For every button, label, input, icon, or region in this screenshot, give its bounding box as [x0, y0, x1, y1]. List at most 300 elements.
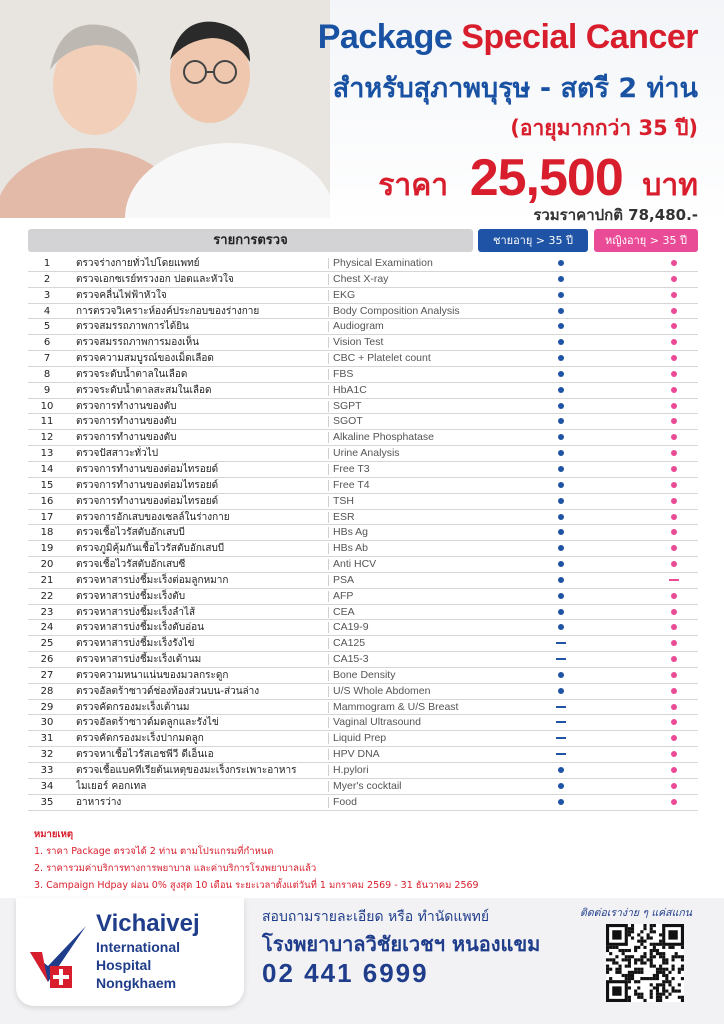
item-name-english: Free T4 — [333, 478, 370, 491]
male-included-cell — [506, 684, 616, 699]
male-included-cell — [506, 288, 616, 303]
male-included-cell — [506, 541, 616, 556]
item-name-thai: ตรวจหาสารบ่งชี้มะเร็งตับอ่อน — [76, 622, 204, 634]
title-package-word: Package — [317, 18, 453, 56]
female-included-cell — [622, 494, 724, 509]
column-divider — [328, 591, 329, 602]
included-dot-icon — [558, 355, 564, 361]
item-name-english: CA15-3 — [333, 653, 369, 666]
included-dot-icon — [671, 387, 677, 393]
male-included-cell — [506, 430, 616, 445]
column-divider — [328, 353, 329, 364]
female-included-cell — [622, 700, 724, 715]
included-dot-icon — [671, 799, 677, 805]
included-dot-icon — [671, 276, 677, 282]
item-name-thai: ตรวจหาสารบ่งชี้มะเร็งตับ — [76, 590, 186, 602]
row-number: 26 — [40, 654, 54, 666]
female-included-cell — [622, 668, 724, 683]
item-name-english: Food — [333, 795, 357, 808]
item-name-thai: ตรวจอัลตร้าซาวด์มดลูกและรังไข่ — [76, 717, 219, 729]
column-divider — [328, 321, 329, 332]
included-dot-icon — [558, 514, 564, 520]
row-number: 18 — [40, 527, 54, 539]
item-name-english: EKG — [333, 288, 356, 301]
item-name-thai: ตรวจหาสารบ่งชี้มะเร็งรังไข่ — [76, 638, 195, 650]
table-row — [28, 494, 698, 510]
column-divider — [328, 306, 329, 317]
female-included-cell — [622, 795, 724, 810]
table-row — [28, 763, 698, 779]
included-dot-icon — [558, 624, 564, 630]
included-dot-icon — [558, 561, 564, 567]
row-number: 5 — [43, 321, 51, 333]
female-included-cell — [622, 288, 724, 303]
row-number: 7 — [43, 353, 51, 365]
included-dot-icon — [671, 339, 677, 345]
title-special-cancer: Special Cancer — [461, 18, 698, 56]
included-dot-icon — [558, 799, 564, 805]
column-divider — [328, 543, 329, 554]
included-dot-icon — [671, 751, 677, 757]
item-name-english: Audiogram — [333, 320, 384, 333]
row-number: 28 — [40, 685, 54, 697]
column-divider — [328, 512, 329, 523]
row-number: 21 — [40, 574, 54, 586]
row-number: 12 — [40, 432, 54, 444]
included-dot-icon — [671, 767, 677, 773]
male-included-cell — [506, 414, 616, 429]
package-title — [318, 18, 698, 57]
item-name-english: HbA1C — [333, 383, 367, 396]
female-included-cell — [622, 605, 724, 620]
item-name-thai: ตรวจการทำงานของต่อมไทรอยด์ — [76, 463, 219, 475]
not-included-dash-icon — [556, 658, 566, 660]
item-name-english: FBS — [333, 367, 354, 380]
female-included-cell — [622, 430, 724, 445]
item-name-english: CEA — [333, 605, 355, 618]
included-dot-icon — [671, 514, 677, 520]
table-header-female: หญิงอายุ > 35 ปี — [594, 229, 698, 252]
table-row — [28, 430, 698, 446]
item-name-english: Urine Analysis — [333, 447, 400, 460]
item-name-thai: ตรวจปัสสาวะทั่วไป — [76, 448, 159, 460]
included-dot-icon — [671, 498, 677, 504]
item-name-english: TSH — [333, 494, 354, 507]
row-number: 31 — [40, 733, 54, 745]
included-dot-icon — [671, 323, 677, 329]
column-divider — [328, 638, 329, 649]
item-name-english: CA19-9 — [333, 621, 369, 634]
included-dot-icon — [671, 434, 677, 440]
not-included-dash-icon — [556, 642, 566, 644]
logo-line-3: Hospital — [96, 957, 152, 973]
item-name-english: Alkaline Phosphatase — [333, 431, 434, 444]
row-number: 27 — [40, 669, 54, 681]
female-included-cell — [622, 367, 724, 382]
male-included-cell — [506, 304, 616, 319]
item-name-thai: อาหารว่าง — [76, 796, 122, 808]
column-divider — [328, 432, 329, 443]
table-header-male: ชายอายุ > 35 ปี — [478, 229, 588, 252]
male-included-cell — [506, 510, 616, 525]
note-item: 3. Campaign Hdpay ผ่อน 0% สูงสุด 10 เดือน ระยะเวลาตั้งแต่วันที่ 1 มกราคม 2569 - 31 ธันวาคม 2569 — [34, 880, 479, 891]
row-number: 6 — [43, 337, 51, 349]
table-row — [28, 367, 698, 383]
female-included-cell — [622, 779, 724, 794]
included-dot-icon — [558, 387, 564, 393]
included-dot-icon — [671, 704, 677, 710]
item-name-thai: ตรวจระดับน้ำตาลในเลือด — [76, 368, 188, 380]
table-row — [28, 351, 698, 367]
female-included-cell — [622, 684, 724, 699]
female-included-cell — [622, 256, 724, 271]
row-number: 35 — [40, 796, 54, 808]
included-dot-icon — [558, 418, 564, 424]
included-dot-icon — [671, 656, 677, 662]
table-row — [28, 414, 698, 430]
female-included-cell — [622, 731, 724, 746]
notes-title: หมายเหตุ — [34, 829, 74, 840]
included-dot-icon — [558, 482, 564, 488]
column-divider — [328, 290, 329, 301]
included-dot-icon — [558, 688, 564, 694]
female-included-cell — [622, 636, 724, 651]
item-name-english: HPV DNA — [333, 748, 380, 761]
included-dot-icon — [671, 466, 677, 472]
qr-label: ติดต่อเราง่าย ๆ แค่สแกน — [580, 907, 692, 919]
included-dot-icon — [558, 260, 564, 266]
item-name-thai: ตรวจหาสารบ่งชี้มะเร็งลำไส้ — [76, 606, 196, 618]
column-divider — [328, 702, 329, 713]
table-row — [28, 700, 698, 716]
item-name-thai: ตรวจการทำงานของต่อมไทรอยด์ — [76, 495, 219, 507]
included-dot-icon — [558, 323, 564, 329]
item-name-english: Vision Test — [333, 336, 384, 349]
female-included-cell — [622, 652, 724, 667]
row-number: 14 — [40, 463, 54, 475]
item-name-thai: ตรวจเชื้อแบคทีเรียต้นเหตุของมะเร็งกระเพาะอาหาร — [76, 765, 297, 776]
included-dot-icon — [558, 672, 564, 678]
row-number: 8 — [43, 368, 51, 380]
male-included-cell — [506, 351, 616, 366]
column-divider — [328, 686, 329, 697]
row-number: 13 — [40, 448, 54, 460]
item-name-thai: ตรวจอัลตร้าซาวด์ช่องท้องส่วนบน-ส่วนล่าง — [76, 685, 260, 697]
price-value: 25,500 — [469, 149, 623, 207]
table-row — [28, 304, 698, 320]
male-included-cell — [506, 462, 616, 477]
column-divider — [328, 622, 329, 633]
item-name-english: PSA — [333, 573, 355, 586]
included-dot-icon — [671, 719, 677, 725]
row-number: 4 — [43, 305, 51, 317]
female-included-cell — [622, 525, 724, 540]
item-name-thai: ตรวจร่างกายทั่วไปโดยแพทย์ — [76, 258, 200, 269]
included-dot-icon — [671, 672, 677, 678]
table-row — [28, 747, 698, 763]
row-number: 29 — [40, 701, 54, 713]
item-name-thai: ตรวจเชื้อไวรัสตับอักเสบซี — [76, 559, 186, 571]
included-dot-icon — [671, 735, 677, 741]
included-dot-icon — [558, 371, 564, 377]
male-included-cell — [506, 319, 616, 334]
male-included-cell — [506, 335, 616, 350]
female-included-cell — [622, 763, 724, 778]
item-name-thai: ตรวจหาสารบ่งชี้มะเร็งต่อมลูกหมาก — [76, 574, 229, 586]
female-included-cell — [622, 399, 724, 414]
item-name-english: Vaginal Ultrasound — [333, 716, 421, 729]
row-number: 16 — [40, 495, 54, 507]
target-subtitle: สำหรับสุภาพบุรุษ - สตรี 2 ท่าน — [332, 73, 698, 104]
row-number: 25 — [40, 638, 54, 650]
included-dot-icon — [671, 593, 677, 599]
table-row — [28, 731, 698, 747]
column-divider — [328, 781, 329, 792]
row-number: 1 — [43, 258, 51, 269]
column-divider — [328, 733, 329, 744]
included-dot-icon — [671, 609, 677, 615]
table-row — [28, 541, 698, 557]
table-row — [28, 620, 698, 636]
male-included-cell — [506, 367, 616, 382]
item-name-english: Free T3 — [333, 462, 370, 475]
included-dot-icon — [671, 308, 677, 314]
table-row — [28, 636, 698, 652]
table-row — [28, 256, 698, 272]
item-name-thai: ตรวจคลื่นไฟฟ้าหัวใจ — [76, 289, 167, 301]
female-included-cell — [622, 620, 724, 635]
row-number: 15 — [40, 479, 54, 491]
column-divider — [328, 464, 329, 475]
column-divider — [328, 258, 329, 269]
table-row — [28, 589, 698, 605]
male-included-cell — [506, 446, 616, 461]
included-dot-icon — [558, 609, 564, 615]
female-included-cell — [622, 446, 724, 461]
row-number: 10 — [40, 400, 54, 412]
item-name-english: HBs Ab — [333, 542, 369, 555]
male-included-cell — [506, 731, 616, 746]
qr-code-icon[interactable] — [606, 924, 684, 1002]
column-divider — [328, 607, 329, 618]
male-included-cell — [506, 383, 616, 398]
male-included-cell — [506, 620, 616, 635]
row-number: 9 — [43, 384, 51, 396]
item-name-english: AFP — [333, 589, 354, 602]
age-note: (อายุมากกว่า 35 ปี) — [510, 116, 698, 140]
male-included-cell — [506, 763, 616, 778]
column-divider — [328, 575, 329, 586]
included-dot-icon — [558, 339, 564, 345]
table-row — [28, 605, 698, 621]
included-dot-icon — [671, 450, 677, 456]
item-name-thai: ตรวจการทำงานของตับ — [76, 432, 177, 444]
column-divider — [328, 654, 329, 665]
item-name-thai: ตรวจสมรรถภาพการได้ยิน — [76, 321, 189, 333]
table-row — [28, 779, 698, 795]
hero-banner — [0, 0, 724, 225]
column-divider — [328, 448, 329, 459]
not-included-dash-icon — [556, 753, 566, 755]
contact-prompt: สอบถามรายละเอียด หรือ ทำนัดแพทย์ — [262, 909, 490, 925]
included-dot-icon — [671, 292, 677, 298]
item-name-thai: ตรวจภูมิคุ้มกันเชื้อไวรัสตับอักเสบบี — [76, 543, 225, 555]
item-name-thai: ตรวจคัดกรองมะเร็งปากมดลูก — [76, 733, 204, 745]
couple-photo — [0, 0, 330, 218]
female-included-cell — [622, 478, 724, 493]
item-name-english: CBC + Platelet count — [333, 352, 431, 365]
item-name-english: HBs Ag — [333, 526, 369, 539]
note-item: 1. ราคา Package ตรวจได้ 2 ท่าน ตามโปรแกรมที่กำหนด — [34, 846, 274, 857]
price-row — [378, 148, 698, 209]
column-divider — [328, 480, 329, 491]
female-included-cell — [622, 319, 724, 334]
logo-line-2: International — [96, 939, 181, 955]
table-row — [28, 335, 698, 351]
included-dot-icon — [558, 767, 564, 773]
column-divider — [328, 369, 329, 380]
row-number: 33 — [40, 765, 54, 776]
included-dot-icon — [558, 308, 564, 314]
row-number: 19 — [40, 543, 54, 555]
item-name-english: Myer's cocktail — [333, 779, 402, 792]
female-included-cell — [622, 351, 724, 366]
male-included-cell — [506, 573, 616, 588]
table-row — [28, 525, 698, 541]
male-included-cell — [506, 589, 616, 604]
table-row — [28, 684, 698, 700]
item-name-thai: ตรวจการทำงานของต่อมไทรอยด์ — [76, 479, 219, 491]
included-dot-icon — [671, 783, 677, 789]
table-row — [28, 319, 698, 335]
item-name-thai: ตรวจการทำงานของตับ — [76, 416, 177, 428]
item-name-thai: ตรวจหาเชื้อไวรัสเอชพีวี ดีเอ็นเอ — [76, 749, 214, 761]
row-number: 22 — [40, 590, 54, 602]
female-included-cell — [622, 335, 724, 350]
table-row — [28, 795, 698, 811]
item-name-english: SGPT — [333, 399, 362, 412]
female-included-cell — [622, 414, 724, 429]
male-included-cell — [506, 668, 616, 683]
included-dot-icon — [671, 545, 677, 551]
item-name-thai: ตรวจเชื้อไวรัสตับอักเสบบี — [76, 527, 185, 539]
hospital-logo-icon — [28, 922, 90, 992]
included-dot-icon — [558, 403, 564, 409]
included-dot-icon — [671, 403, 677, 409]
included-dot-icon — [671, 529, 677, 535]
phone-number[interactable]: 02 441 6999 — [262, 958, 429, 988]
item-name-english: Chest X-ray — [333, 272, 389, 285]
table-row — [28, 557, 698, 573]
male-included-cell — [506, 795, 616, 810]
normal-price: รวมราคาปกติ 78,480.- — [533, 206, 698, 224]
not-included-dash-icon — [556, 737, 566, 739]
logo-line-1: Vichaivej — [96, 910, 200, 937]
male-included-cell — [506, 557, 616, 572]
column-divider — [328, 496, 329, 507]
item-name-thai: ตรวจเอกซเรย์ทรวงอก ปอดและหัวใจ — [76, 273, 234, 285]
row-number: 17 — [40, 511, 54, 523]
row-number: 2 — [43, 273, 51, 285]
column-divider — [328, 527, 329, 538]
male-included-cell — [506, 779, 616, 794]
male-included-cell — [506, 715, 616, 730]
included-dot-icon — [558, 466, 564, 472]
included-dot-icon — [671, 624, 677, 630]
included-dot-icon — [671, 355, 677, 361]
table-row — [28, 446, 698, 462]
table-row — [28, 668, 698, 684]
included-dot-icon — [671, 688, 677, 694]
item-name-english: Body Composition Analysis — [333, 304, 460, 317]
column-divider — [328, 717, 329, 728]
included-dot-icon — [558, 498, 564, 504]
female-included-cell — [622, 272, 724, 287]
notes-section — [34, 826, 694, 894]
included-dot-icon — [671, 260, 677, 266]
item-name-thai: ตรวจความหนาแน่นของมวลกระดูก — [76, 669, 229, 681]
checkup-table — [28, 256, 698, 811]
table-row — [28, 462, 698, 478]
included-dot-icon — [671, 482, 677, 488]
included-dot-icon — [671, 561, 677, 567]
column-divider — [328, 670, 329, 681]
item-name-english: ESR — [333, 510, 355, 523]
included-dot-icon — [671, 371, 677, 377]
item-name-thai: ตรวจคัดกรองมะเร็งเต้านม — [76, 701, 190, 713]
table-row — [28, 288, 698, 304]
included-dot-icon — [558, 450, 564, 456]
column-divider — [328, 559, 329, 570]
item-name-english: Physical Examination — [333, 257, 433, 269]
table-header-items: รายการตรวจ — [28, 229, 473, 252]
item-name-thai: ตรวจการทำงานของตับ — [76, 400, 177, 412]
item-name-thai: ตรวจระดับน้ำตาลสะสมในเลือด — [76, 384, 212, 396]
item-name-english: Anti HCV — [333, 558, 377, 571]
column-divider — [328, 385, 329, 396]
female-included-cell — [622, 304, 724, 319]
male-included-cell — [506, 272, 616, 287]
row-number: 34 — [40, 780, 54, 792]
item-name-english: Bone Density — [333, 668, 396, 681]
note-item: 2. ราคารวมค่าบริการทางการพยาบาล และค่าบริการโรงพยาบาลแล้ว — [34, 863, 317, 874]
included-dot-icon — [671, 640, 677, 646]
included-dot-icon — [558, 276, 564, 282]
male-included-cell — [506, 256, 616, 271]
included-dot-icon — [558, 292, 564, 298]
table-row — [28, 652, 698, 668]
table-row — [28, 715, 698, 731]
female-included-cell — [622, 541, 724, 556]
column-divider — [328, 797, 329, 808]
item-name-english: Liquid Prep — [333, 732, 387, 745]
item-name-english: CA125 — [333, 637, 366, 650]
male-included-cell — [506, 399, 616, 414]
row-number: 23 — [40, 606, 54, 618]
column-divider — [328, 401, 329, 412]
price-label: ราคา — [378, 168, 449, 203]
item-name-english: U/S Whole Abdomen — [333, 684, 431, 697]
column-divider — [328, 749, 329, 760]
row-number: 32 — [40, 749, 54, 761]
item-name-thai: ไมเยอร์ คอกเทล — [76, 780, 147, 792]
logo-line-4: Nongkhaem — [96, 975, 177, 991]
footer — [0, 898, 724, 1024]
female-included-cell — [622, 589, 724, 604]
included-dot-icon — [558, 783, 564, 789]
included-dot-icon — [671, 418, 677, 424]
included-dot-icon — [558, 529, 564, 535]
